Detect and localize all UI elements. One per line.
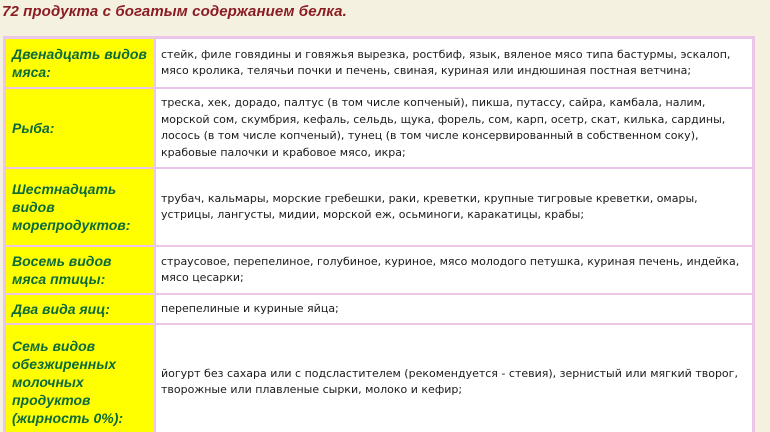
protein-foods-table bbox=[3, 36, 755, 432]
table-row-meat bbox=[5, 38, 753, 88]
table-row-poultry bbox=[5, 246, 753, 294]
table-row-eggs bbox=[5, 294, 753, 324]
category-cell-seafood: Шестнадцать видов морепродуктов: bbox=[5, 168, 155, 246]
items-cell-fish: треска, хек, дорадо, палтус (в том числе копченый), пикша, путассу, сайра, камбала, налим, морской сом, скумбрия, кефаль, сельдь, щука, форель, сом, карп, осетр, скат, килька, сардины, лосось (в том числе копченый), тунец (в том числе консервированный в собственном соку), крабовые палочки и крабовое мясо, икра; bbox=[155, 88, 753, 168]
items-cell-eggs: перепелиные и куриные яйца; bbox=[155, 294, 753, 324]
items-cell-meat: стейк, филе говядины и говяжья вырезка, ростбиф, язык, вяленое мясо типа бастурмы, эскалоп, мясо кролика, телячьи почки и печень, свиная, куриная или индюшиная постная ветчина; bbox=[155, 38, 753, 88]
category-cell-meat: Двенадцать видов мяса: bbox=[5, 38, 155, 88]
page-title: 72 продукта с богатым содержанием белка. bbox=[2, 3, 347, 20]
table-row-seafood bbox=[5, 168, 753, 246]
category-cell-poultry: Восемь видов мяса птицы: bbox=[5, 246, 155, 294]
items-cell-seafood: трубач, кальмары, морские гребешки, раки, креветки, крупные тигровые креветки, омары, устрицы, лангусты, мидии, морской еж, осьминоги, каракатицы, крабы; bbox=[155, 168, 753, 246]
category-cell-eggs: Два вида яиц: bbox=[5, 294, 155, 324]
category-cell-fish: Рыба: bbox=[5, 88, 155, 168]
category-cell-dairy: Семь видов обезжиренных молочных продуктов (жирность 0%): bbox=[5, 324, 155, 432]
items-cell-dairy: йогурт без сахара или с подсластителем (рекомендуется - стевия), зернистый или мягкий творог, творожные или плавленые сырки, молоко и кефир; bbox=[155, 324, 753, 432]
table-row-fish bbox=[5, 88, 753, 168]
table-row-dairy bbox=[5, 324, 753, 432]
items-cell-poultry: страусовое, перепелиное, голубиное, куриное, мясо молодого петушка, куриная печень, индейка, мясо цесарки; bbox=[155, 246, 753, 294]
